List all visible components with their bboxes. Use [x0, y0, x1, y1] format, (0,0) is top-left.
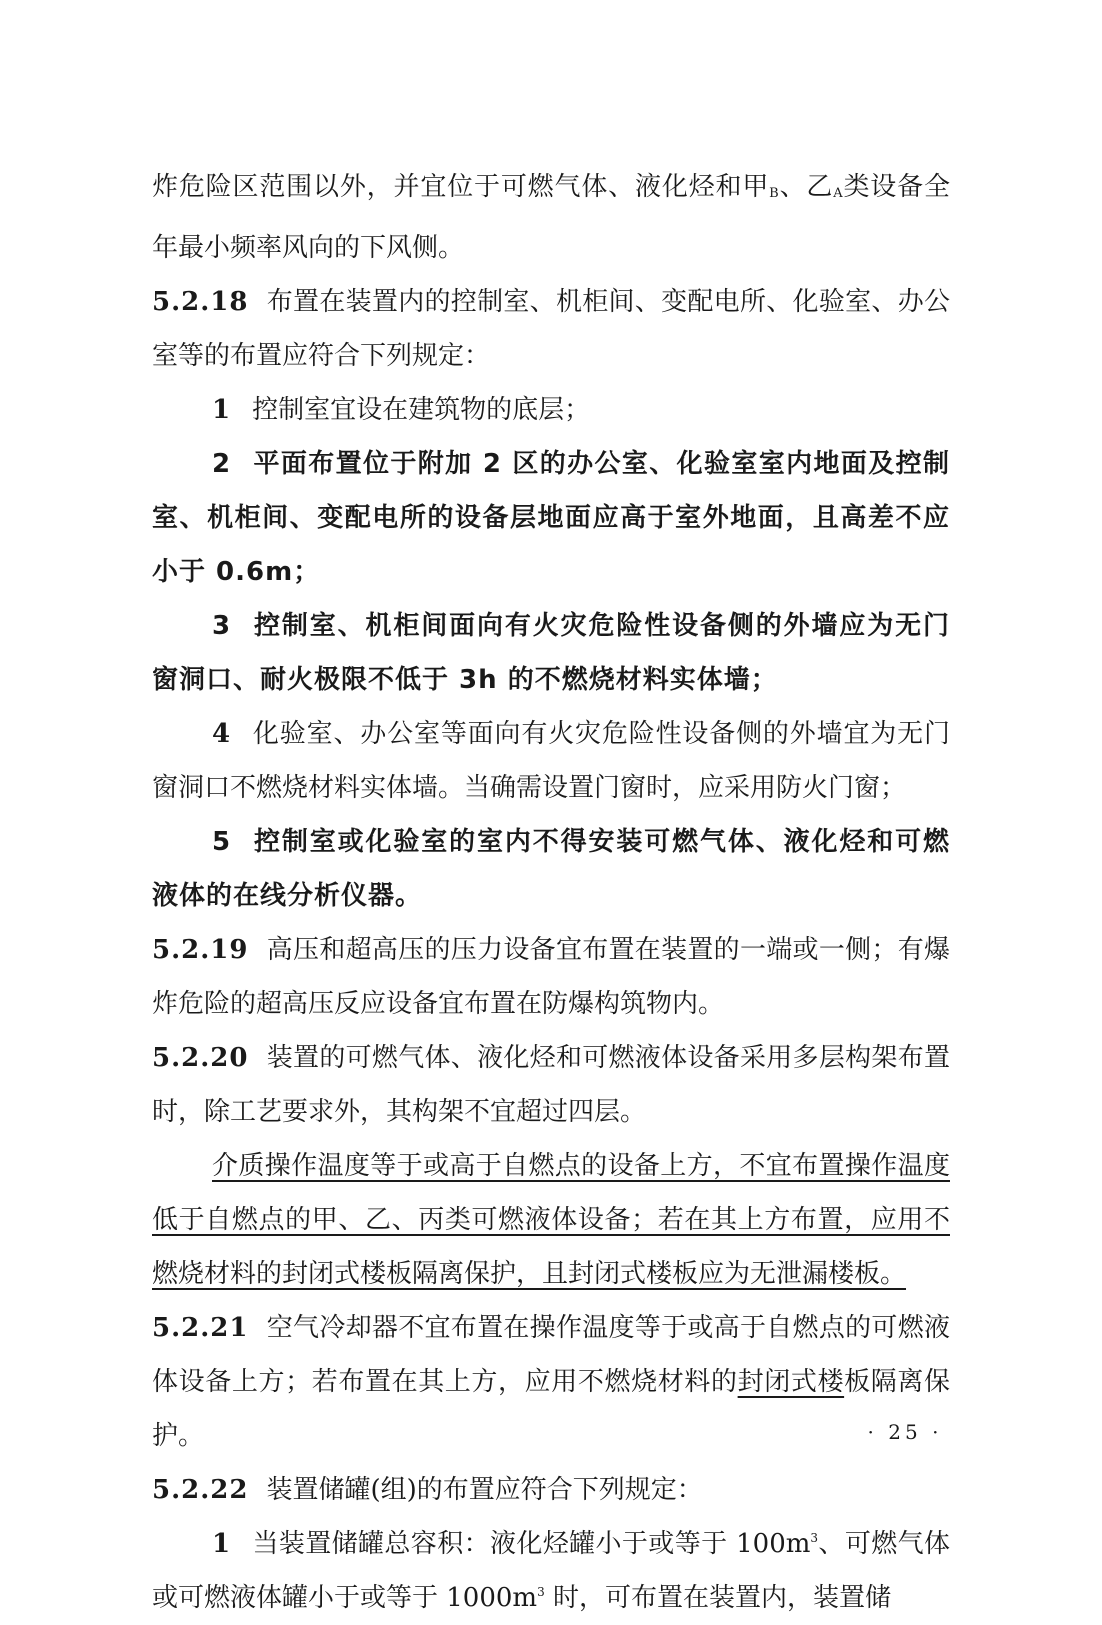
- clause-5-2-20: 5.2.20 装置的可燃气体、液化烃和可燃液体设备采用多层构架布置时，除工艺要求外，其构架不宜超过四层。: [152, 1043, 950, 1127]
- clause-number: 5.2.22: [152, 1475, 249, 1505]
- clause-5-2-22: 5.2.22 装置储罐(组)的布置应符合下列规定：: [152, 1475, 703, 1505]
- clause-number: 5.2.18: [152, 287, 249, 317]
- clause-5-2-20-revised: [152, 1139, 950, 1301]
- underlined-revision: 封闭式楼: [737, 1367, 845, 1397]
- clause-5-2-18-item-5: 5 控制室或化验室的室内不得安装可燃气体、液化烃和可燃液体的在线分析仪器。: [152, 827, 950, 911]
- clause-5-2-18-item-1: 1 控制室宜设在建筑物的底层；: [212, 395, 591, 425]
- body-text: [152, 160, 950, 1625]
- clause-number: 5.2.19: [152, 935, 249, 965]
- clause-5-2-18-item-4: 4 化验室、办公室等面向有火灾危险性设备侧的外墙宜为无门窗洞口不燃烧材料实体墙。当确需设置门窗时，应采用防火门窗；: [152, 719, 950, 803]
- underlined-revision: 介质操作温度等于或高于自燃点的设备上方，不宜布置操作温度低于自燃点的甲、乙、丙类可燃液体设备；若在其上方布置，应用不燃烧材料的封闭式楼板隔离保护，且封闭式楼板应为无泄漏楼板。: [152, 1151, 950, 1289]
- clause-number: 5.2.20: [152, 1043, 249, 1073]
- clause-number: 5.2.21: [152, 1313, 249, 1343]
- carryover-paragraph: 炸危险区范围以外，并宜位于可燃气体、液化烃和甲$_B$、乙$_A$类设备全年最小频率风向的下风侧。: [152, 172, 950, 263]
- clause-5-2-18-item-3: 3 控制室、机柜间面向有火灾危险性设备侧的外墙应为无门窗洞口、耐火极限不低于 3h 的不燃烧材料实体墙；: [152, 611, 950, 695]
- clause-5-2-18-item-2: 2 平面布置位于附加 2 区的办公室、化验室室内地面及控制室、机柜间、变配电所的设备层地面应高于室外地面，且高差不应小于 0.6m；: [152, 449, 950, 587]
- clause-5-2-21: 5.2.21 空气冷却器不宜布置在操作温度等于或高于自燃点的可燃液体设备上方；若布置在其上方，应用不燃烧材料的封闭式楼板隔离保护。: [152, 1313, 950, 1451]
- clause-5-2-19: 5.2.19 高压和超高压的压力设备宜布置在装置的一端或一侧；有爆炸危险的超高压反应设备宜布置在防爆构筑物内。: [152, 935, 950, 1019]
- clause-5-2-18: 5.2.18 布置在装置内的控制室、机柜间、变配电所、化验室、办公室等的布置应符合下列规定：: [152, 287, 950, 371]
- clause-5-2-22-item-1: 1 当装置储罐总容积：液化烃罐小于或等于 $100m^3$、可燃气体或可燃液体罐小于或等于 $1000m^3$ 时，可布置在装置内，装置储: [152, 1529, 950, 1613]
- page-number: · 25 ·: [867, 1420, 943, 1444]
